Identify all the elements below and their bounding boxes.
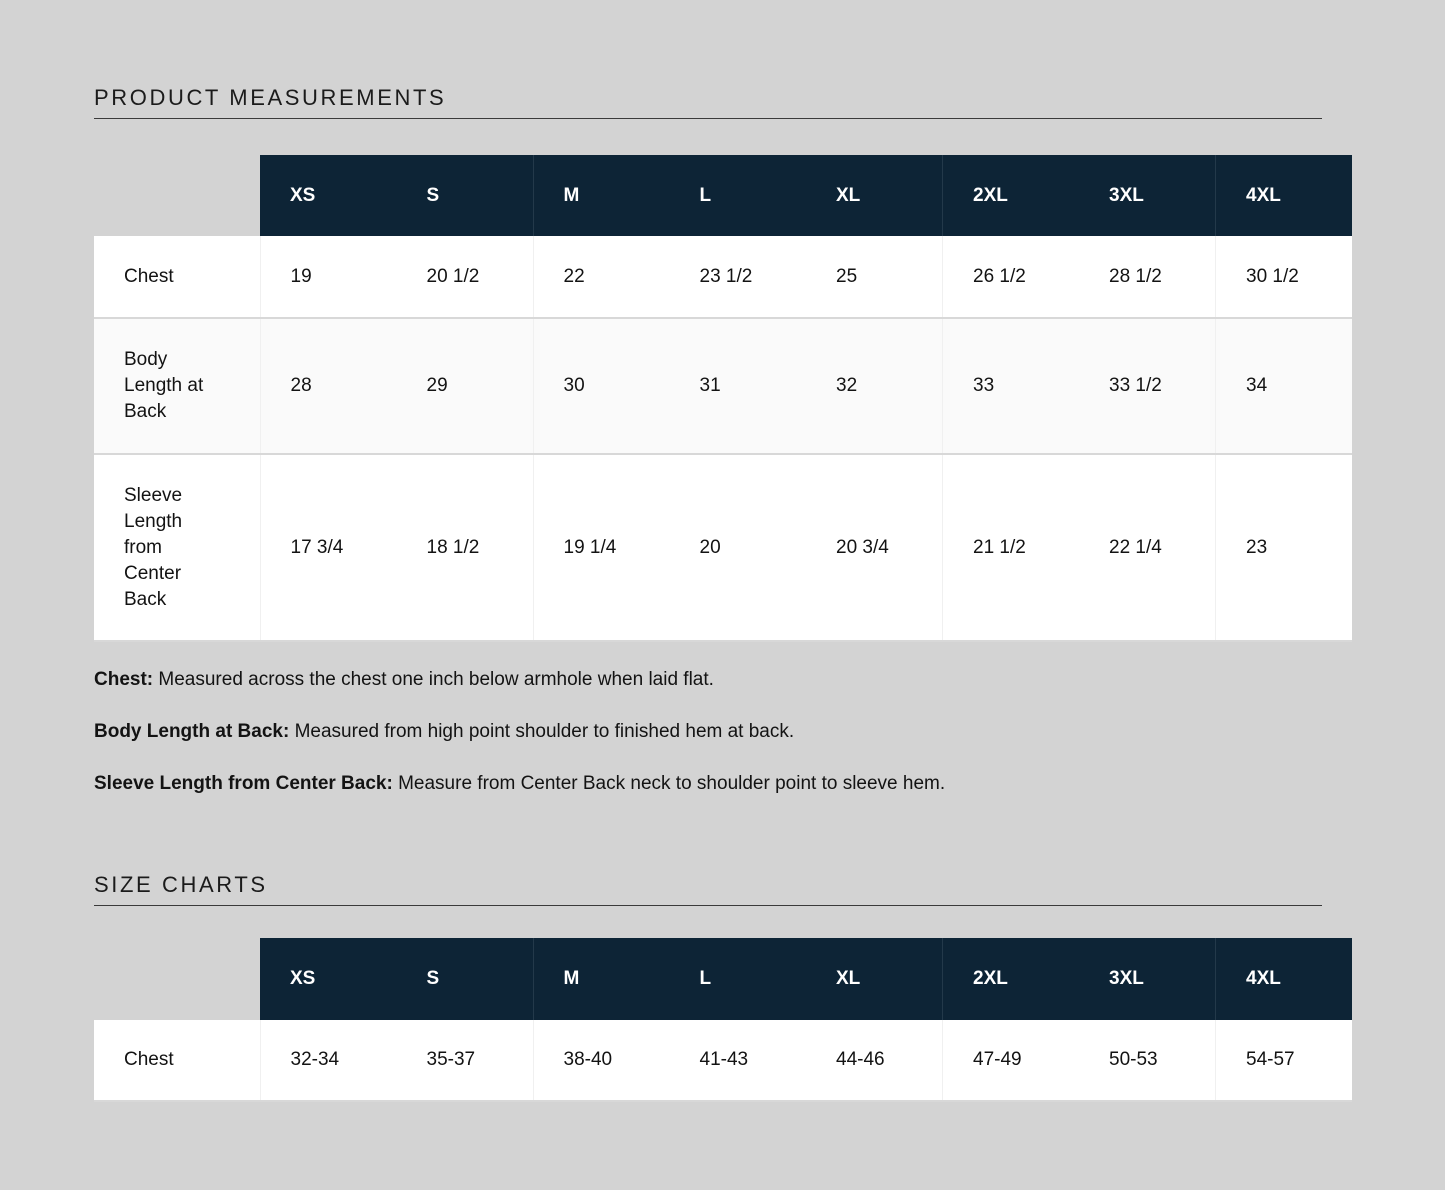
note-term: Chest: bbox=[94, 669, 154, 690]
measurement-value: 22 bbox=[533, 236, 670, 318]
table-corner-cell bbox=[94, 155, 260, 236]
measurement-value: 28 bbox=[260, 318, 397, 454]
size-charts-title: SIZE CHARTS bbox=[94, 873, 1322, 906]
size-col-xs: XS bbox=[260, 155, 397, 236]
size-col-4xl: 4XL bbox=[1216, 155, 1353, 236]
size-range-value: 54-57 bbox=[1216, 1020, 1353, 1101]
size-chart-row-chest bbox=[94, 1020, 1352, 1101]
note-body-length bbox=[94, 719, 1352, 745]
measurement-row-chest bbox=[94, 236, 1352, 318]
measurement-value: 23 1/2 bbox=[670, 236, 807, 318]
size-chart-table bbox=[94, 938, 1352, 1102]
size-range-value: 47-49 bbox=[943, 1020, 1080, 1101]
note-definition: Measure from Center Back neck to shoulder point to sleeve hem. bbox=[398, 773, 946, 794]
measurement-value: 22 1/4 bbox=[1079, 454, 1216, 641]
measurement-value: 17 3/4 bbox=[260, 454, 397, 641]
table-corner-cell bbox=[94, 938, 260, 1020]
size-range-value: 38-40 bbox=[533, 1020, 670, 1101]
measurement-value: 18 1/2 bbox=[397, 454, 534, 641]
product-measurements-title: PRODUCT MEASUREMENTS bbox=[94, 86, 1322, 119]
size-range-value: 41-43 bbox=[670, 1020, 807, 1101]
note-term: Body Length at Back: bbox=[94, 721, 290, 742]
measurement-value: 20 3/4 bbox=[806, 454, 943, 641]
size-col-2xl: 2XL bbox=[943, 155, 1080, 236]
product-measurements-table bbox=[94, 155, 1352, 642]
measurement-value: 32 bbox=[806, 318, 943, 454]
measurement-value: 28 1/2 bbox=[1079, 236, 1216, 318]
size-col-l: L bbox=[670, 155, 807, 236]
size-header-row bbox=[94, 938, 1352, 1020]
size-header-row bbox=[94, 155, 1352, 236]
measurement-value: 31 bbox=[670, 318, 807, 454]
measurement-row-sleeve-length bbox=[94, 454, 1352, 641]
note-definition: Measured across the chest one inch below armhole when laid flat. bbox=[158, 669, 714, 690]
size-guide-page bbox=[94, 0, 1352, 1102]
size-col-2xl: 2XL bbox=[943, 938, 1080, 1020]
size-col-m: M bbox=[533, 155, 670, 236]
row-label-chest: Chest bbox=[94, 1020, 260, 1101]
note-sleeve-length bbox=[94, 771, 1352, 797]
size-col-4xl: 4XL bbox=[1216, 938, 1353, 1020]
size-col-s: S bbox=[397, 938, 534, 1020]
measurement-value: 34 bbox=[1216, 318, 1353, 454]
size-range-value: 44-46 bbox=[806, 1020, 943, 1101]
note-term: Sleeve Length from Center Back: bbox=[94, 773, 393, 794]
size-range-value: 32-34 bbox=[260, 1020, 397, 1101]
size-col-3xl: 3XL bbox=[1079, 938, 1216, 1020]
measurement-value: 26 1/2 bbox=[943, 236, 1080, 318]
measurement-value: 30 bbox=[533, 318, 670, 454]
measurement-row-body-length bbox=[94, 318, 1352, 454]
note-definition: Measured from high point shoulder to finished hem at back. bbox=[294, 721, 795, 742]
measurement-value: 21 1/2 bbox=[943, 454, 1080, 641]
measurement-value: 33 1/2 bbox=[1079, 318, 1216, 454]
measurement-value: 30 1/2 bbox=[1216, 236, 1353, 318]
measurement-value: 25 bbox=[806, 236, 943, 318]
measurement-value: 19 1/4 bbox=[533, 454, 670, 641]
row-label-body-length: Body Length at Back bbox=[94, 318, 260, 454]
size-col-xl: XL bbox=[806, 155, 943, 236]
measurement-value: 33 bbox=[943, 318, 1080, 454]
size-col-xs: XS bbox=[260, 938, 397, 1020]
measurement-value: 29 bbox=[397, 318, 534, 454]
size-col-s: S bbox=[397, 155, 534, 236]
size-charts-section bbox=[94, 873, 1352, 1102]
measurement-value: 19 bbox=[260, 236, 397, 318]
size-range-value: 35-37 bbox=[397, 1020, 534, 1101]
measurement-notes bbox=[94, 667, 1352, 797]
size-col-xl: XL bbox=[806, 938, 943, 1020]
size-col-3xl: 3XL bbox=[1079, 155, 1216, 236]
measurement-value: 20 bbox=[670, 454, 807, 641]
row-label-chest: Chest bbox=[94, 236, 260, 318]
size-col-m: M bbox=[533, 938, 670, 1020]
note-chest bbox=[94, 667, 1352, 693]
row-label-sleeve-length: Sleeve Length from Center Back bbox=[94, 454, 260, 641]
measurement-value: 20 1/2 bbox=[397, 236, 534, 318]
size-col-l: L bbox=[670, 938, 807, 1020]
product-measurements-section bbox=[94, 86, 1352, 797]
measurement-value: 23 bbox=[1216, 454, 1353, 641]
size-range-value: 50-53 bbox=[1079, 1020, 1216, 1101]
